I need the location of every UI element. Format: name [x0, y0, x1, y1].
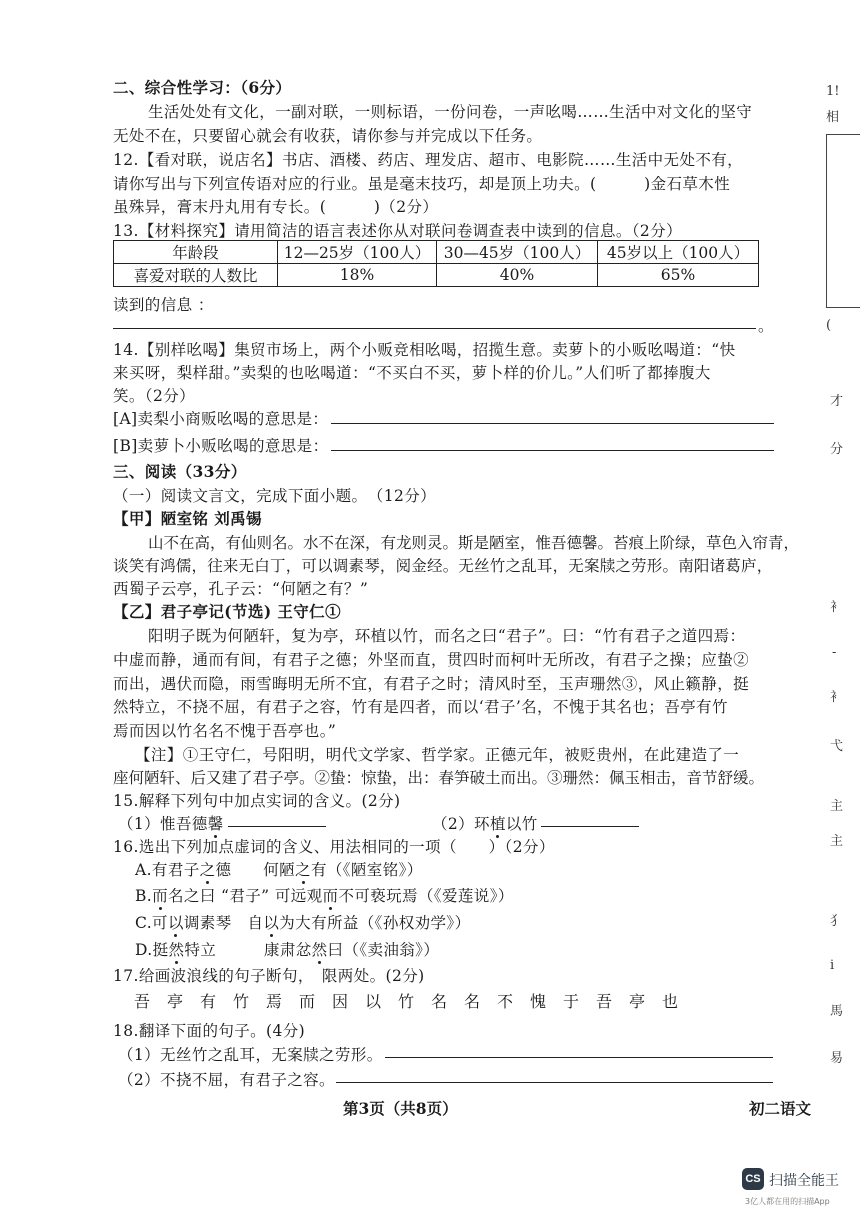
option-text: 曰（《卖油翁》）: [327, 941, 440, 959]
subject-label: 初二语文: [749, 1099, 812, 1118]
q15-item2-text: 以竹: [505, 815, 538, 833]
margin-fragment: 犭: [830, 914, 844, 929]
answer-line-q13[interactable]: [113, 328, 756, 329]
margin-fragment: 才: [830, 394, 844, 409]
question-15: 15.解释下列句中加点实词的含义。(2分): [113, 792, 401, 810]
question-12-line2: 请你写出与下列宣传语对应的行业。虽是毫末技巧，却是顶上功夫。( )金石草木性: [113, 175, 731, 193]
page-number: 第3页（共8页）: [343, 1099, 458, 1118]
option-dotted-word: 以: [263, 914, 280, 932]
question-15-item2: [432, 812, 538, 834]
passage-yi-line3: 而出，遇伏而隐，雨雪晦明无所不宜，有君子之时；清风时至，玉声珊然③，风止籁静，挺: [113, 675, 750, 693]
option-dotted-word: 而: [152, 887, 169, 905]
section2-heading: 二、综合性学习：（6分）: [113, 78, 292, 97]
margin-fragment: 弋: [830, 739, 844, 754]
survey-table: [113, 240, 759, 287]
answer-line-q14a[interactable]: [331, 423, 774, 424]
section3-subheading: （一）阅读文言文，完成下面小题。 （12分）: [113, 487, 437, 505]
answer-line-period: 。: [758, 317, 774, 335]
question-12-line3: 虽殊异，膏末丹丸用有专长。( )（2分）: [113, 198, 439, 216]
camscanner-name: 扫描全能王: [769, 1173, 839, 1189]
question-14-line1: 14.【别样吆喝】集贸市场上，两个小贩竞相吆喝，招揽生意。卖萝卜的小贩吆喝道：“快: [113, 341, 736, 359]
option-text: A.有君子: [135, 861, 200, 879]
question-14-line3: 笑。（2分）: [113, 387, 196, 405]
option-dotted-word: 之: [199, 861, 216, 879]
table-cell: 18%: [278, 264, 437, 287]
margin-fragment: 相: [826, 110, 840, 125]
question-16-option-b[interactable]: [135, 884, 514, 906]
option-text: 调素琴 自: [183, 914, 264, 932]
option-dotted-word: 而: [322, 887, 339, 905]
option-text: 有（《陋室铭》）: [310, 861, 423, 879]
question-18-item2: （2）不挠不屈，有君子之容。: [118, 1071, 335, 1089]
camscanner-logo-icon: CS: [742, 1168, 764, 1190]
answer-line-q14b[interactable]: [331, 450, 774, 451]
margin-fragment: -: [832, 645, 837, 660]
option-text: 特立 康肃忿: [184, 941, 312, 959]
passage-yi-title: 【乙】君子亭记(节选) 王守仁①: [113, 602, 341, 621]
note-line2: 座何陋轩、后又建了君子亭。②蛰：惊蛰，出：春笋破土而出。③珊然：佩玉相击，音节舒缓。: [113, 769, 765, 787]
note-line1: 【注】①王守仁，号阳明，明代文学家、哲学家。正德元年，被贬贵州，在此建造了一: [135, 746, 740, 764]
question-17: 17.给画波浪线的句子断句， 限两处。(2分): [113, 967, 425, 985]
option-dotted-word: 以: [167, 914, 184, 932]
answer-line-q18-2[interactable]: [336, 1082, 773, 1083]
question-16-option-c[interactable]: [135, 911, 470, 933]
survey-table-data-row: [114, 264, 759, 287]
section3-heading: 三、阅读（33分）: [113, 462, 247, 481]
margin-fragment: 主: [830, 834, 844, 849]
option-dotted-word: 然: [311, 941, 328, 959]
question-16: 16.选出下列加点虚词的含义、用法相同的一项（ ）（2分）: [113, 838, 555, 856]
table-row-label: 喜爱对联的人数比: [114, 264, 278, 287]
question-14-b: [B]卖萝卜小贩吆喝的意思是：: [113, 437, 329, 455]
table-header-cell: 45岁以上（100人）: [598, 241, 759, 264]
option-dotted-word: 之: [295, 861, 311, 879]
margin-fragment: 1!: [826, 84, 840, 99]
question-15-item1: [118, 812, 224, 834]
margin-fragment: 主: [830, 799, 844, 814]
table-cell: 40%: [437, 264, 598, 287]
option-text: 名之曰 “君子” 可远观: [168, 887, 323, 905]
survey-table-header-row: [114, 241, 759, 264]
margin-fragment: 易: [830, 1051, 844, 1066]
margin-fragment: 馬: [830, 1004, 844, 1019]
read-info-label: 读到的信息 ：: [113, 296, 214, 314]
option-text: C.可: [135, 914, 168, 932]
margin-fragment: 分: [830, 442, 844, 457]
passage-jia-line1: 山不在高，有仙则名。水不在深，有龙则灵。斯是陋室，惟吾德馨。苔痕上阶绿，草色入帘青，: [148, 534, 800, 552]
question-18-item1: （1）无丝竹之乱耳，无案牍之劳形。: [118, 1046, 383, 1064]
table-cell: 65%: [598, 264, 759, 287]
passage-yi-line2: 中虚而静，通而有间，有君子之德；外坚而直，贯四时而柯叶无所改，有君子之操；应蛰②: [113, 651, 750, 669]
question-14-line2: 来买呀，梨样甜。”卖梨的也吆喝道：“不买白不买，萝卜样的价儿。”人们听了都捧腹大: [113, 364, 711, 382]
passage-yi-line4: 然特立，不挠不屈，有君子之容，竹有是四者，而以‘君子’名，不愧于其名也；吾亭有竹: [113, 698, 728, 716]
margin-fragment: 衤: [830, 600, 844, 615]
question-16-option-a[interactable]: [135, 858, 423, 880]
q15-item1-text: （1）惟吾德: [118, 815, 208, 833]
q15-dotted-char: 植: [489, 815, 506, 833]
margin-fragment: (: [826, 318, 832, 333]
answer-line-q18-1[interactable]: [385, 1057, 773, 1058]
option-dotted-word: 然: [168, 941, 185, 959]
passage-yi-line5: 焉而因以竹名名不愧于吾亭也。”: [113, 722, 337, 740]
passage-jia-line2: 谈笑有鸿儒，往来无白丁，可以调素琴，阅金经。无丝竹之乱耳，无案牍之劳形。南阳诸葛庐，: [113, 557, 773, 575]
question-13: 13.【材料探究】请用简洁的语言表述你从对联问卷调查表中读到的信息。（2分）: [113, 222, 682, 240]
option-text: 德 何陋: [215, 861, 296, 879]
margin-box: [826, 134, 860, 308]
question-12-line1: 12.【看对联，说店名】书店、酒楼、药店、理发店、超市、电影院……生活中无处不有，: [113, 151, 744, 169]
section2-intro-line1: 生活处处有文化，一副对联，一则标语，一份问卷，一声吆喝……生活中对文化的坚守: [148, 103, 753, 121]
question-16-option-d[interactable]: [135, 938, 439, 960]
option-text: 不可亵玩焉（《爱莲说》）: [338, 887, 514, 905]
q15-item2-text: （2）环: [432, 815, 490, 833]
table-header-cell: 30—45岁（100人）: [437, 241, 598, 264]
table-header-cell: 年龄段: [114, 241, 278, 264]
answer-line-q15-1[interactable]: [228, 826, 326, 827]
camscanner-tagline: 3亿人都在用的扫描App: [745, 1197, 830, 1206]
passage-yi-line1: 阳明子既为何陋轩，复为亭，环植以竹，而名之曰“君子”。曰：“竹有君子之道四焉：: [148, 627, 746, 645]
section2-intro-line2: 无处不在，只要留心就会有收获，请你参与并完成以下任务。: [113, 127, 543, 145]
option-text: B.: [135, 887, 153, 905]
q15-dotted-char: 馨: [207, 815, 224, 833]
option-text: D.挺: [135, 941, 169, 959]
question-14-a: [A]卖梨小商贩吆喝的意思是：: [113, 410, 329, 428]
passage-jia-title: 【甲】陋室铭 刘禹锡: [113, 509, 262, 528]
margin-fragment: i: [830, 958, 835, 973]
answer-line-q15-2[interactable]: [541, 826, 639, 827]
question-18: 18.翻译下面的句子。(4分): [113, 1022, 306, 1040]
option-text: 为大有所益（《孙权劝学》）: [279, 914, 471, 932]
margin-fragment: 衤: [830, 690, 844, 705]
table-header-cell: 12—25岁（100人）: [278, 241, 437, 264]
passage-jia-line3: 西蜀子云亭，孔子云：“何陋之有？”: [113, 580, 369, 598]
question-17-sentence: 吾亭有竹焉而因以竹名名不愧于吾亭也: [134, 992, 696, 1011]
